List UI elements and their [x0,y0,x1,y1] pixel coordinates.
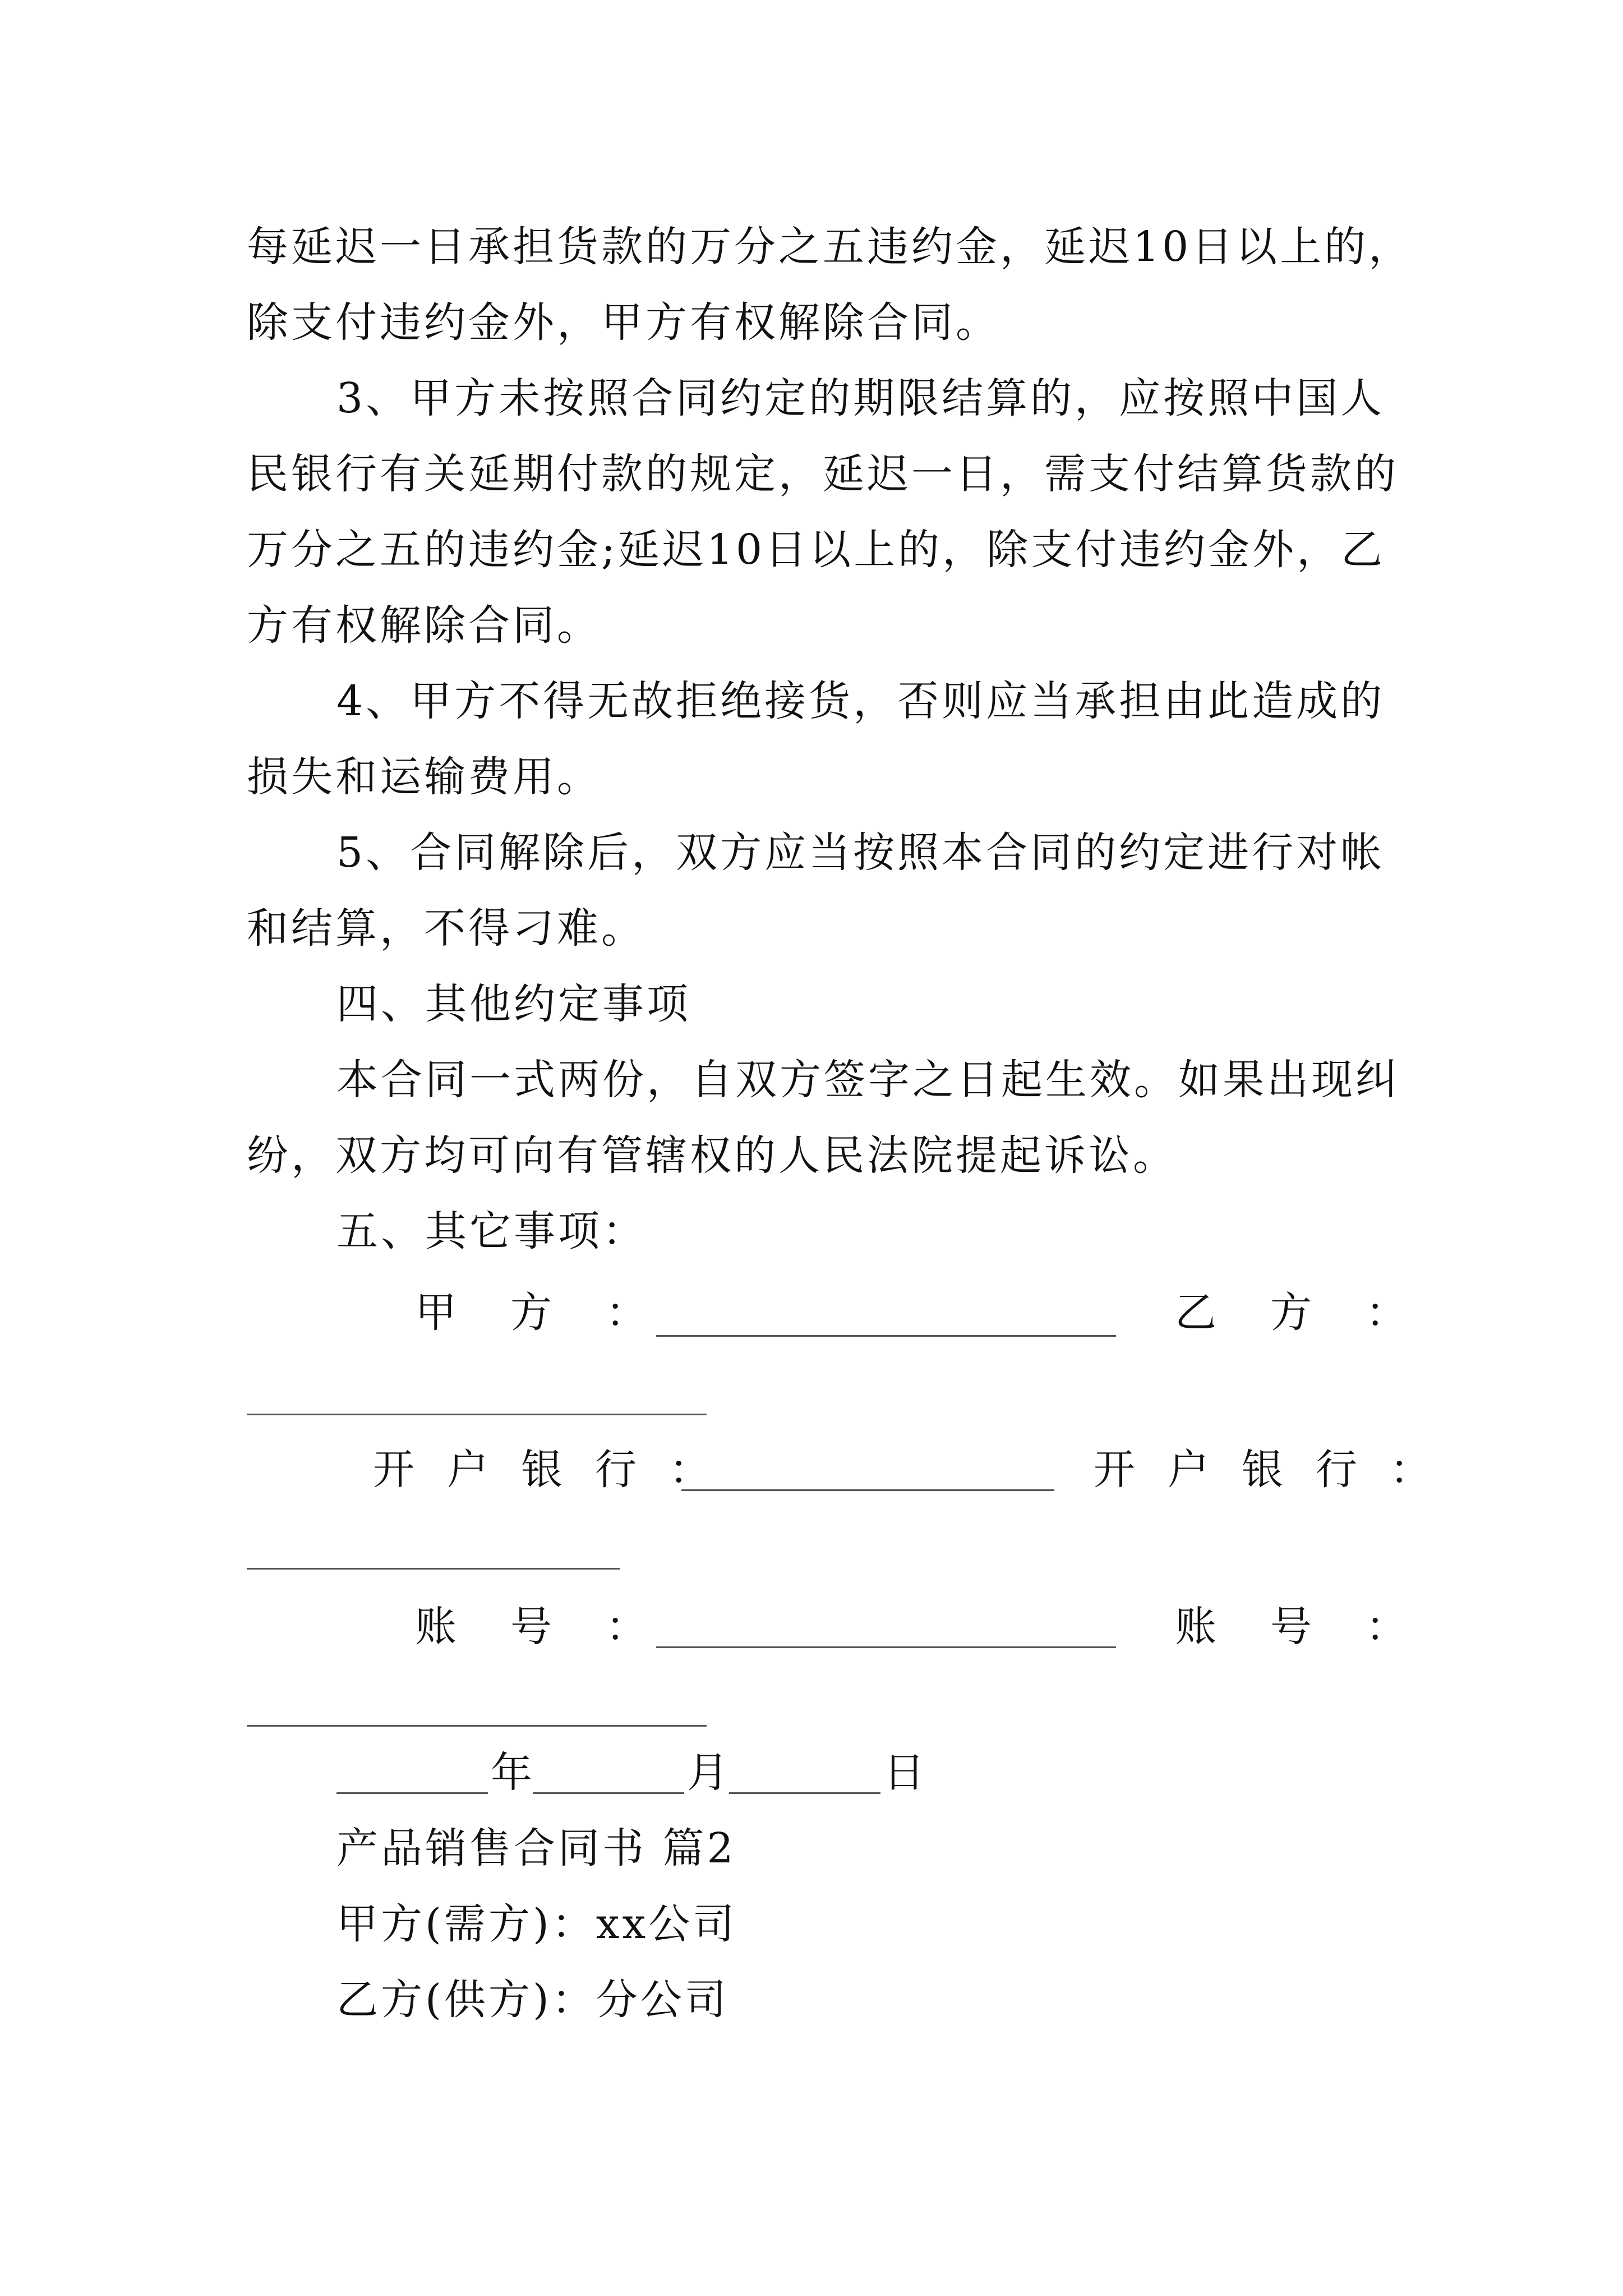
clause-3-line-2: 民银行有关延期付款的规定，延迟一日，需支付结算货款的 [247,450,1399,498]
section-5-heading: 五、其它事项： [336,1207,647,1255]
body-line-1: 每延迟一日承担货款的万分之五违约金，延迟10日以上的， [247,223,1413,271]
month-blank [533,1792,684,1794]
section-2-title: 产品销售合同书 篇2 [336,1824,736,1872]
party-b-blank [247,1414,707,1415]
section-2-party-a: 甲方(需方)：xx公司 [336,1900,737,1948]
party-b-label: 乙方： [1175,1289,1461,1337]
bank-a-blank [681,1489,1054,1491]
body-line-2: 除支付违约金外，甲方有权解除合同。 [247,298,1000,347]
clause-5-line-2: 和结算，不得刁难。 [247,904,645,953]
party-a-blank [656,1335,1116,1337]
clause-4-line-1: 4、甲方不得无故拒绝接货，否则应当承担由此造成的 [336,677,1385,725]
clause-4-line-2: 损失和运输费用。 [247,753,601,801]
clause-3-line-1: 3、甲方未按照合同约定的期限结算的，应按照中国人 [336,374,1385,422]
account-b-label: 账号： [1175,1603,1461,1651]
clause-3-line-4: 方有权解除合同。 [247,601,601,650]
day-blank [729,1792,880,1794]
account-a-label: 账号： [415,1603,701,1651]
account-b-blank [247,1725,707,1727]
section-2-party-b: 乙方(供方)：分公司 [336,1976,729,2024]
year-blank [336,1792,488,1794]
year-label: 年 [491,1749,532,1797]
bank-b-blank [247,1568,620,1570]
bank-b-label: 开户银行： [1094,1446,1464,1494]
party-a-label: 甲方： [415,1289,701,1337]
clause-3-line-3: 万分之五的违约金;延迟10日以上的，除支付违约金外，乙 [247,526,1386,574]
section-4-line-1: 本合同一式两份，自双方签字之日起生效。如果出现纠 [336,1056,1400,1104]
month-label: 月 [687,1749,728,1797]
account-a-blank [656,1646,1116,1648]
day-label: 日 [883,1749,925,1797]
bank-a-label: 开户银行： [373,1446,743,1494]
section-4-heading: 四、其他约定事项 [336,980,691,1028]
section-4-line-2: 纷，双方均可向有管辖权的人民法院提起诉讼。 [247,1131,1177,1180]
clause-5-line-1: 5、合同解除后，双方应当按照本合同的约定进行对帐 [336,829,1385,877]
